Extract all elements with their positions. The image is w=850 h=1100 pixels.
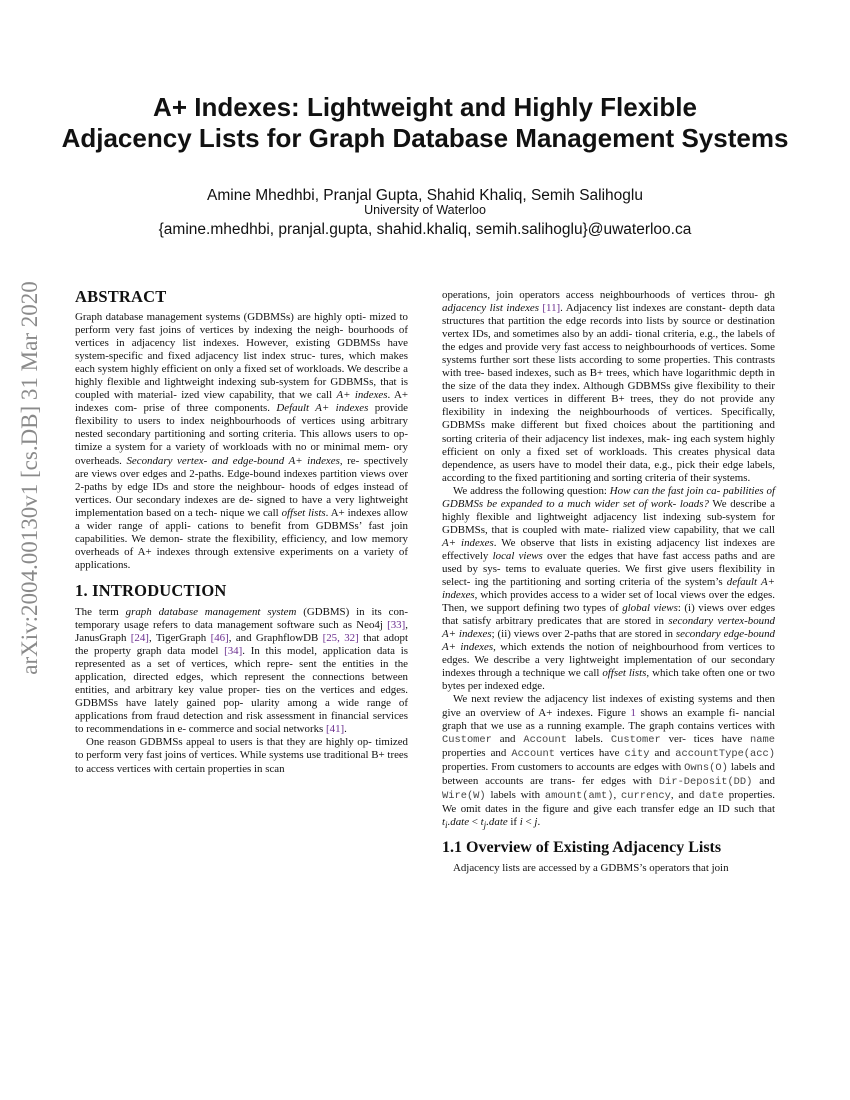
subsection-heading-1-1: 1.1 Overview of Existing Adjacency Lists [442,839,722,857]
right-column [442,289,775,875]
arxiv-stamp-text: arXiv:2004.00130v1 [cs.DB] 31 Mar 2020 [17,281,42,675]
title-line-1: A+ Indexes: Lightweight and Highly Flexible [153,92,697,122]
intro-paragraph-3: operations, join operators access neighbourhoods of vertices throu- gh adjacency list indexes [11]. Adjacency list indexes are constant- depth data structures that partition the edge records into lists by source or destination vertex IDs, and sometimes also by an addi- tional criteria, e.g., the labels of the edges and provide very fast access to neighbourhoods of vertices. Some systems further sort these lists according to some properties. This contrasts with tree- based indexes, such as B+ trees, which have logarithmic depth in the size of the data they index. Although GDBMSs give flexibility to their users to index vertices in different B+ trees, they do not provide any flexibility in indexing the neighbourhoods of vertices. Specifically, GDBMSs make different but fixed choices about the partitioning and sorting criteria of their adjacency list indexes, mak- ing each system highly efficient on only a fixed set of workloads. This creates physical data dependence, as users have to model their data, e.g., pick their edge labels, according to the fixed partitioning and sorting criteria of their systems. [442,289,775,484]
figure-link[interactable]: 1 [630,706,636,719]
intro-paragraph-4: We address the following question: How can the fast join ca- pabilities of GDBMSs be expanded to a much wider set of work- loads? We describe a highly flexible and lightweight adjacency list indexing sub-system for GDBMSs, that is coupled with mate- rialized view capability, that we call A+ indexes. We observe that lists in existing adjacency list indexes are effectively local views over the edges that have fast access paths and are used by sys- tems to evaluate queries. We first give users flexibility in select- ing the partitioning and sorting criteria of the system’s default A+ indexes, which provides access to a wider set of local views over the edges. Then, we support defining two types of global views: (i) views over edges that satisfy arbitrary predicates that are stored in secondary vertex-bound A+ indexes; (ii) views over 2-paths that are stored in secondary edge-bound A+ indexes, which extends the notion of neighbourhood from vertices to edges. We describe a very lightweight implementation of our secondary indexes through a technique we call offset lists, which take often one or two bytes per indexed edge. [442,484,775,693]
author-list: Amine Mhedhbi, Pranjal Gupta, Shahid Khaliq, Semih Salihoglu [207,187,643,204]
citation-link[interactable]: [24] [130,632,149,645]
introduction-heading: 1. INTRODUCTION [75,580,227,600]
citation-link[interactable]: [25, 32] [322,632,359,645]
author-emails: {amine.mhedhbi, pranjal.gupta, shahid.khaliq, semih.salihoglu}@uwaterloo.ca [158,221,692,238]
title-line-2: Adjacency Lists for Graph Database Management Systems [61,123,789,153]
abstract-paragraph: Graph database management systems (GDBMSs) are highly opti- mized to perform very fast joins of vertices by indexing the neigh- bourhoods of vertices in adjacency list indexes. However, existing GDBMSs have system-specific and fixed adjacency list index struc- tures, which makes each system highly efficient on only a fixed set of workloads. We describe a highly flexible and lightweight indexing sub-system for GDBMSs, that is coupled with material- ized view capability, that we call A+ indexes. A+ indexes com- prise of three components. Default A+ indexes provide flexibility to users to index neighbourhoods of vertices using arbitrary nested secondary partitioning and sorting criteria. This allows users to op- timize a system for a variety of workloads with no or minimal mem- ory overheads. Secondary vertex- and edge-bound A+ indexes, re- spectively are views over edges and 2-paths. Edge-bound indexes partition views over 2-paths by edge IDs and store the neighbour- hoods of edges instead of vertices. Our secondary indexes are de- signed to have a very lightweight implementation based on a tech- nique we call offset lists. A+ indexes allow a wider range of appli- cations to benefit from GDBMSs’ fast join capabilities. We demon- strate the flexibility, efficiency, and low memory overheads of A+ indexes through extensive experiments on a variety of applications. [75,311,409,571]
intro-paragraph-5: We next review the adjacency list indexes of existing systems and then give an overview of A+ indexes. Figure 1 shows an example fi- nancial graph that we use as a running example. The graph contains vertices with Customer and Account labels. Customer ver- tices have name properties and Account vertices have city and accountType(acc) properties. From customers to accounts are edges with Owns(O) labels and between accounts are trans- fer edges with Dir-Deposit(DD) and Wire(W) labels with amount(amt), currency, and date properties. We omit dates in the figure and give each transfer edge an ID such that $t_i.date$ < $t_j.date$ if i < j. [442,693,776,831]
citation-link[interactable]: [33] [387,618,406,631]
abstract-heading: ABSTRACT [75,287,167,306]
citation-link[interactable]: [46] [210,632,229,645]
citation-link[interactable]: [11] [542,302,561,315]
intro-paragraph-2: One reason GDBMSs appeal to users is that they are highly op- timized to perform very fast joins of vertices. While systems use traditional B+ trees to access vertices with certain properties in scan [75,736,408,775]
citation-link[interactable]: [34] [224,645,243,658]
intro-paragraph-1: The term graph database management system (GDBMS) in its con- temporary usage refers to data management software such as Neo4j [33], JanusGraph [24], TigerGraph [46], and GraphflowDB [25, 32] that adopt the property graph data model [34]. In this model, application data is represented as a set of vertices, which repre- sent the entities in the application, directed edges, which represent the connections between entities, and arbitrary key value proper- ties on the vertices and edges. GDBMSs have lately gained pop- ularity among a wide range of applications from fraud detection and risk assessment in financial services to recommendations in e- commerce and social networks [41]. [75,605,408,736]
left-column [75,287,408,776]
intro-paragraph-6: Adjacency lists are accessed by a GDBMS’s operators that join [453,862,729,875]
paper-title [40,92,810,154]
citation-link[interactable]: [41] [326,723,345,736]
affiliation: University of Waterloo [364,203,486,217]
